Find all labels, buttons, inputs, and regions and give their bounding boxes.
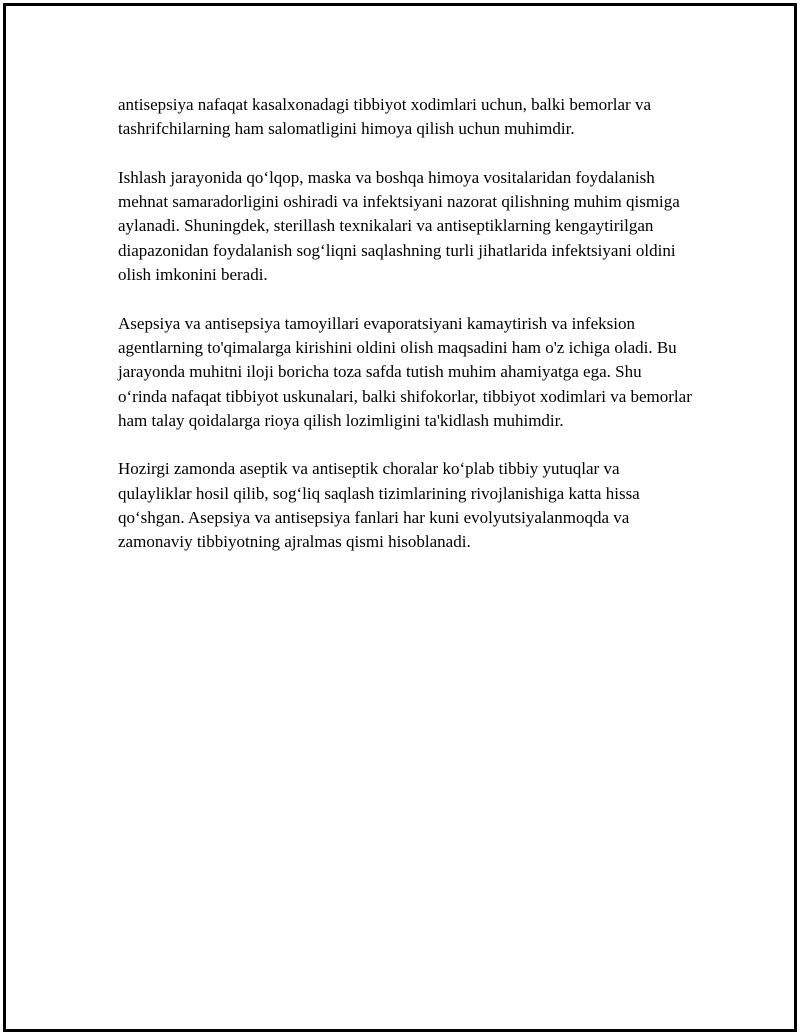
paragraph-1: antisepsiya nafaqat kasalxonadagi tibbiyot xodimlari uchun, balki bemorlar va tashrifchilarning ham salomatligini himoya qilish uchun muhimdir. <box>118 95 651 139</box>
paragraph-4: Hozirgi zamonda aseptik va antiseptik choralar ko‘plab tibbiy yutuqlar va qulayliklar hosil qilib, sog‘liq saqlash tizimlarining rivojlanishiga katta hissa qo‘shgan. Asepsiya va antisepsiya fanlari har kuni evolyutsiyalanmoqda va zamonaviy tibbiyotning ajralmas qismi hisoblanadi. <box>118 459 640 552</box>
paragraph-3: Asepsiya va antisepsiya tamoyillari evaporatsiyani kamaytirish va infeksion agentlarning to'qimalarga kirishini oldini olish maqsadini ham o'z ichiga oladi. Bu jarayonda muhitni iloji boricha toza safda tutish muhim ahamiyatga ega. Shu o‘rinda nafaqat tibbiyot uskunalari, balki shifokorlar, tibbiyot xodimlari va bemorlar ham talay qoidalarga rioya qilish lozimligini ta'kidlash muhimdir. <box>118 313 692 430</box>
paragraph-2: Ishlash jarayonida qo‘lqop, maska va boshqa himoya vositalaridan foydalanish mehnat samaradorligini oshiradi va infektsiyani nazorat qilishning muhim qismiga aylanadi. Shuningdek, sterillash texnikalari va antiseptiklarning kengaytirilgan diapazonidan foydalanish sog‘liqni saqlashning turli jihatlarida infektsiyani oldini olish imkonini beradi. <box>118 167 680 285</box>
document-body <box>118 93 693 579</box>
